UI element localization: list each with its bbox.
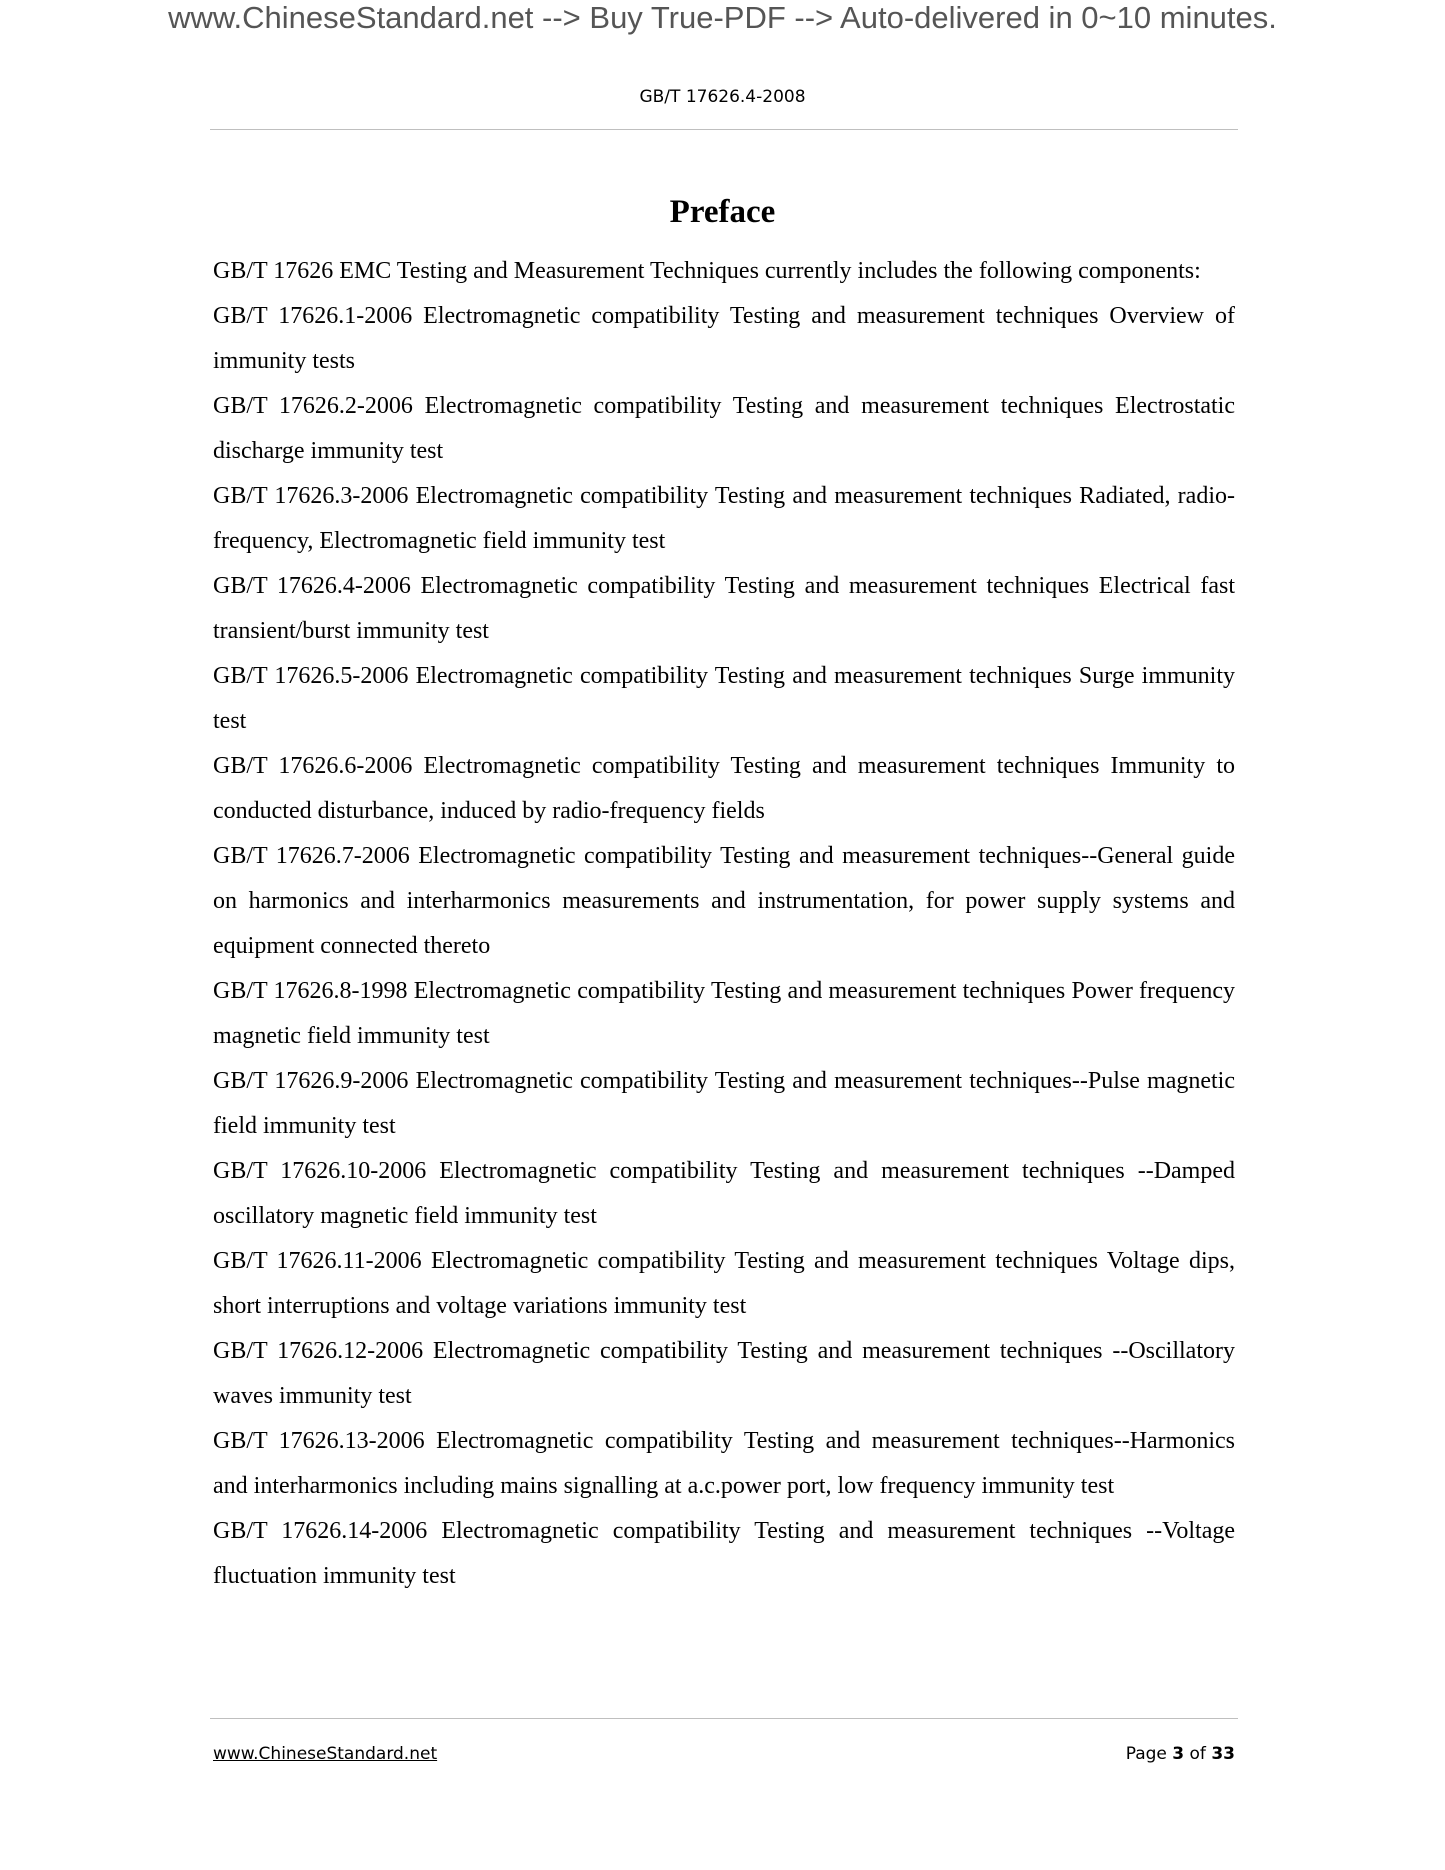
page-current: 3 bbox=[1172, 1744, 1185, 1764]
standard-entry: GB/T 17626.4-2006 Electromagnetic compatibility Testing and measurement techniques Electrical fast transient/burst immunity test bbox=[213, 573, 1235, 644]
footer-website-link[interactable]: www.ChineseStandard.net bbox=[213, 1744, 438, 1764]
standard-entry: GB/T 17626.2-2006 Electromagnetic compatibility Testing and measurement techniques Electrostatic discharge immunity test bbox=[213, 393, 1235, 464]
page-of: of bbox=[1189, 1744, 1206, 1764]
standard-entry: GB/T 17626.13-2006 Electromagnetic compatibility Testing and measurement techniques--Harmonics and interharmonics including mains signalling at a.c.power port, low frequency immunity test bbox=[213, 1428, 1235, 1499]
preface-body bbox=[213, 249, 1235, 1599]
top-banner[interactable]: www.ChineseStandard.net --> Buy True-PDF --> Auto-delivered in 0~10 minutes. bbox=[168, 0, 1277, 35]
page-number bbox=[1126, 1742, 1235, 1766]
footer-divider bbox=[210, 1718, 1238, 1719]
standard-entry: GB/T 17626.3-2006 Electromagnetic compatibility Testing and measurement techniques Radiated, radio-frequency, Electromagnetic field immunity test bbox=[213, 483, 1235, 554]
standard-entry: GB/T 17626.7-2006 Electromagnetic compatibility Testing and measurement techniques--General guide on harmonics and interharmonics measurements and instrumentation, for power supply systems and equipment connected thereto bbox=[213, 843, 1235, 959]
standard-entry: GB/T 17626.11-2006 Electromagnetic compatibility Testing and measurement techniques Voltage dips, short interruptions and voltage variations immunity test bbox=[213, 1248, 1235, 1319]
standard-entry: GB/T 17626.10-2006 Electromagnetic compatibility Testing and measurement techniques --Damped oscillatory magnetic field immunity test bbox=[213, 1158, 1235, 1229]
header-divider bbox=[210, 129, 1238, 130]
standard-entry: GB/T 17626.8-1998 Electromagnetic compatibility Testing and measurement techniques Power frequency magnetic field immunity test bbox=[213, 978, 1235, 1049]
intro-paragraph: GB/T 17626 EMC Testing and Measurement Techniques currently includes the following components: bbox=[213, 258, 1201, 284]
standard-entry: GB/T 17626.5-2006 Electromagnetic compatibility Testing and measurement techniques Surge immunity test bbox=[213, 663, 1235, 734]
page-total: 33 bbox=[1211, 1744, 1235, 1764]
standard-entry: GB/T 17626.6-2006 Electromagnetic compatibility Testing and measurement techniques Immunity to conducted disturbance, induced by radio-frequency fields bbox=[213, 753, 1235, 824]
standard-entry: GB/T 17626.14-2006 Electromagnetic compatibility Testing and measurement techniques --Voltage fluctuation immunity test bbox=[213, 1518, 1235, 1589]
running-header: GB/T 17626.4-2008 bbox=[639, 87, 806, 107]
standard-entry: GB/T 17626.1-2006 Electromagnetic compatibility Testing and measurement techniques Overview of immunity tests bbox=[213, 303, 1235, 374]
page-title: Preface bbox=[669, 194, 776, 231]
standard-entry: GB/T 17626.9-2006 Electromagnetic compatibility Testing and measurement techniques--Pulse magnetic field immunity test bbox=[213, 1068, 1235, 1139]
page-footer bbox=[213, 1742, 1235, 1766]
standard-entry: GB/T 17626.12-2006 Electromagnetic compatibility Testing and measurement techniques --Oscillatory waves immunity test bbox=[213, 1338, 1235, 1409]
page-label: Page bbox=[1125, 1744, 1167, 1764]
